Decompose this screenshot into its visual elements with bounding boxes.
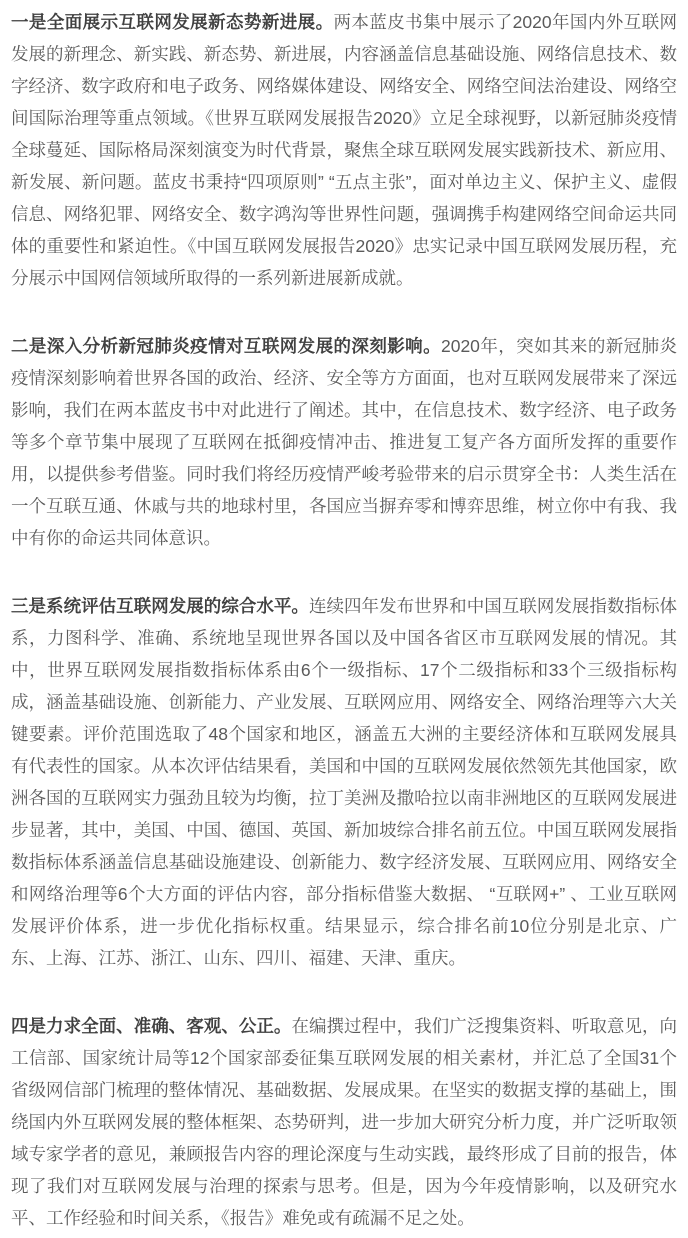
paragraph-4 bbox=[11, 1010, 677, 1234]
paragraph-1 bbox=[11, 6, 677, 294]
paragraph-4-body: 在编撰过程中，我们广泛搜集资料、听取意见，向工信部、国家统计局等12个国家部委征集互联网发展的相关素材，并汇总了全国31个省级网信部门梳理的整体情况、基础数据、发展成果。在坚实的数据支撑的基础上，围绕国内外互联网发展的整体框架、态势研判，进一步加大研究分析力度，并广泛听取领域专家学者的意见，兼顾报告内容的理论深度与生动实践，最终形成了目前的报告，体现了我们对互联网发展与治理的探索与思考。但是，因为今年疫情影响，以及研究水平、工作经验和时间关系，《报告》难免或有疏漏不足之处。 bbox=[11, 1016, 678, 1228]
paragraph-2 bbox=[11, 330, 677, 554]
paragraph-1-body: 两本蓝皮书集中展示了2020年国内外互联网发展的新理念、新实践、新态势、新进展，内容涵盖信息基础设施、网络信息技术、数字经济、数字政府和电子政务、网络媒体建设、网络安全、网络空间法治建设、网络空间国际治理等重点领域。《世界互联网发展报告2020》立足全球视野，以新冠肺炎疫情全球蔓延、国际格局深刻演变为时代背景，聚焦全球互联网发展实践新技术、新应用、新发展、新问题。蓝皮书秉持“四项原则” “五点主张”，面对单边主义、保护主义、虚假信息、网络犯罪、网络安全、数字鸿沟等世界性问题，强调携手构建网络空间命运共同体的重要性和紧迫性。《中国互联网发展报告2020》忠实记录中国互联网发展历程，充分展示中国网信领域所取得的一系列新进展新成就。 bbox=[11, 12, 678, 288]
paragraph-1-lead: 一是全面展示互联网发展新态势新进展。 bbox=[11, 12, 334, 32]
paragraph-4-lead: 四是力求全面、准确、客观、公正。 bbox=[11, 1016, 292, 1036]
paragraph-2-lead: 二是深入分析新冠肺炎疫情对互联网发展的深刻影响。 bbox=[11, 336, 441, 356]
paragraph-3-body: 连续四年发布世界和中国互联网发展指数指标体系，力图科学、准确、系统地呈现世界各国以及中国各省区市互联网发展的情况。其中，世界互联网发展指数指标体系由6个一级指标、17个二级指标和33个三级指标构成，涵盖基础设施、创新能力、产业发展、互联网应用、网络安全、网络治理等六大关键要素。评价范围选取了48个国家和地区，涵盖五大洲的主要经济体和互联网发展具有代表性的国家。从本次评估结果看，美国和中国的互联网发展依然领先其他国家，欧洲各国的互联网实力强劲且较为均衡，拉丁美洲及撒哈拉以南非洲地区的互联网发展进步显著，其中，美国、中国、德国、英国、新加坡综合排名前五位。中国互联网发展指数指标体系涵盖信息基础设施建设、创新能力、数字经济发展、互联网应用、网络安全和网络治理等6个大方面的评估内容，部分指标借鉴大数据、 “互联网+” 、工业互联网发展评价体系，进一步优化指标权重。结果显示，综合排名前10位分别是北京、广东、上海、江苏、浙江、山东、四川、福建、天津、重庆。 bbox=[11, 596, 678, 968]
paragraph-3 bbox=[11, 590, 677, 974]
paragraph-2-body: 2020年，突如其来的新冠肺炎疫情深刻影响着世界各国的政治、经济、安全等方方面面，也对互联网发展带来了深远影响，我们在两本蓝皮书中对此进行了阐述。其中，在信息技术、数字经济、电子政务等多个章节集中展现了互联网在抵御疫情冲击、推进复工复产各方面所发挥的重要作用，以提供参考借鉴。同时我们将经历疫情严峻考验带来的启示贯穿全书：人类生活在一个互联互通、休戚与共的地球村里，各国应当摒弃零和博弈思维，树立你中有我、我中有你的命运共同体意识。 bbox=[11, 336, 677, 548]
paragraph-3-lead: 三是系统评估互联网发展的综合水平。 bbox=[11, 596, 309, 616]
